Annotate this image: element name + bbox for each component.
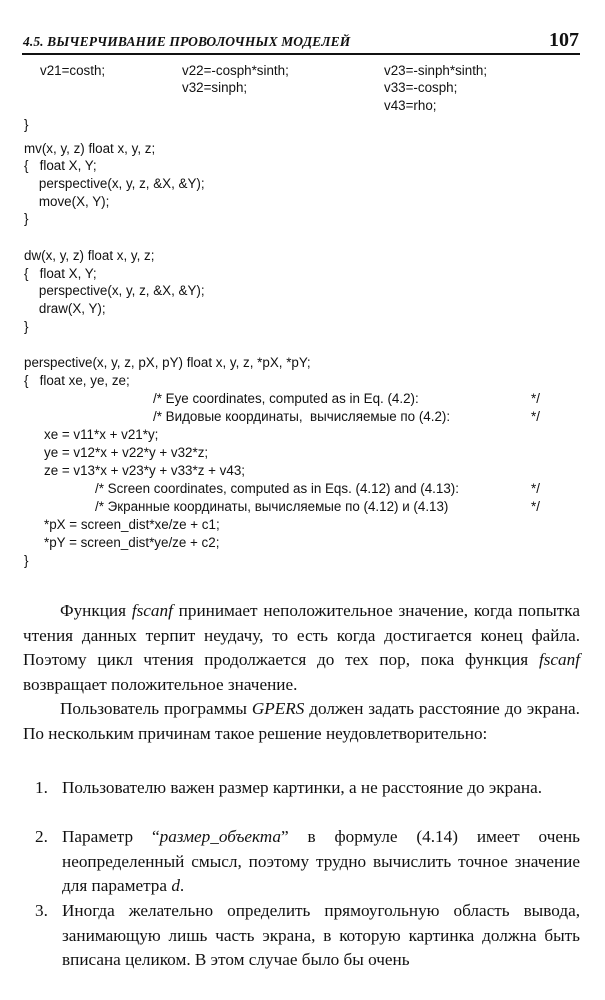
list-text: Параметр “размер_объекта” в формуле (4.14) имеет очень неопределенный смысл, поэтому трудно вычислить точное значение для параметра d. xyxy=(62,827,580,896)
list-item xyxy=(23,776,580,801)
code-line: ze = v13*x + v23*y + v33*z + v43; xyxy=(44,463,245,478)
code-line: *pY = screen_dist*ye/ze + c2; xyxy=(44,535,220,550)
code-token: v32=sinph; xyxy=(182,80,248,95)
code-line: xe = v11*x + v21*y; xyxy=(44,427,159,442)
code-line: } xyxy=(24,319,29,334)
code-line: *pX = screen_dist*xe/ze + c1; xyxy=(44,517,220,532)
code-line: } xyxy=(24,117,29,132)
code-token: v21=costh; xyxy=(40,63,106,78)
paragraph-gpers: Пользователь программы GPERS должен задать расстояние до экрана. По нескольким причинам такое решение неудовлетворительно: xyxy=(23,699,580,743)
code-comment: /* Screen coordinates, computed as in Eqs. (4.12) and (4.13): xyxy=(95,481,459,496)
code-token: v23=-sinph*sinth; xyxy=(384,63,488,78)
code-line: mv(x, y, z) float x, y, z; xyxy=(24,141,156,156)
program-name: GPERS xyxy=(251,699,305,718)
function-name: fscanf xyxy=(538,650,580,670)
code-line: { float X, Y; xyxy=(24,158,97,173)
list-item xyxy=(23,899,580,973)
code-comment-end: */ xyxy=(531,499,540,514)
list-item xyxy=(23,825,580,899)
page-number: 107 xyxy=(549,29,579,51)
code-line: ye = v12*x + v22*y + v32*z; xyxy=(44,445,209,460)
code-comment: /* Видовые координаты, вычисляемые по (4.2): xyxy=(153,409,451,424)
code-token: v22=-cosph*sinth; xyxy=(182,63,289,78)
list-text: Пользователю важен размер картинки, а не расстояние до экрана. xyxy=(62,778,543,797)
code-line: { float xe, ye, ze; xyxy=(24,373,130,388)
code-line: dw(x, y, z) float x, y, z; xyxy=(24,248,155,263)
code-line: } xyxy=(24,553,29,568)
code-line: } xyxy=(24,211,29,226)
code-token: v33=-cosph; xyxy=(384,80,458,95)
code-line: { float X, Y; xyxy=(24,266,97,281)
code-comment: /* Eye coordinates, computed as in Eq. (4.2): xyxy=(153,391,419,406)
code-line: draw(X, Y); xyxy=(24,301,106,316)
code-line: perspective(x, y, z, &X, &Y); xyxy=(24,176,205,191)
list-number: 2. xyxy=(35,827,48,846)
code-line: perspective(x, y, z, &X, &Y); xyxy=(24,283,205,298)
header-rule xyxy=(22,53,580,55)
list-number: 3. xyxy=(35,901,48,920)
running-header: 4.5. ВЫЧЕРЧИВАНИЕ ПРОВОЛОЧНЫХ МОДЕЛЕЙ xyxy=(23,34,351,49)
function-name: fscanf xyxy=(131,601,173,620)
code-token: v43=rho; xyxy=(384,98,437,113)
code-line: perspective(x, y, z, pX, pY) float x, y, z, *pX, *pY; xyxy=(24,355,311,370)
code-comment-end: */ xyxy=(531,409,540,424)
list-number: 1. xyxy=(35,778,48,797)
code-line: move(X, Y); xyxy=(24,194,110,209)
code-comment: /* Экранные координаты, вычисляемые по (4.12) и (4.13) xyxy=(95,499,449,514)
code-comment-end: */ xyxy=(531,391,540,406)
code-comment-end: */ xyxy=(531,481,540,496)
paragraph-fscanf: Функция fscanf принимает неположительное значение, когда попытка чтения данных терпит неудачу, то есть когда достигается конец файла. Поэтому цикл чтения продолжается до тех пор, пока функция fscanf возвращает положительное значение. xyxy=(23,601,580,694)
list-text: Иногда желательно определить прямоугольную область вывода, занимающую лишь часть экрана, в которую картинка должна быть вписана целиком. В этом случае было бы очень xyxy=(62,901,580,970)
